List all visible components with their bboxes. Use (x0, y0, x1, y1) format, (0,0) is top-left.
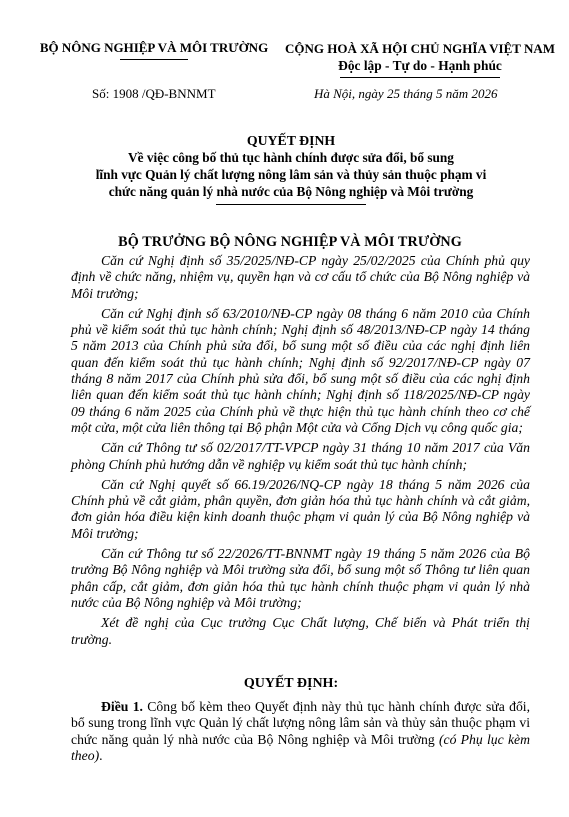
article-1-note: (có Phụ lục kèm theo) (71, 731, 530, 763)
title-line-2: lĩnh vực Quản lý chất lượng nông lâm sản và thủy sản thuộc phạm vi (95, 167, 487, 182)
article-1-label: Điều 1. (101, 699, 143, 714)
ministry-name: BỘ NÔNG NGHIỆP VÀ MÔI TRƯỜNG (39, 40, 269, 55)
decision-title (30, 132, 552, 205)
ministry-underline (120, 59, 188, 60)
title-line-1: Về việc công bố thủ tục hành chính được sửa đổi, bổ sung (128, 150, 454, 165)
preamble-clause: Xét đề nghị của Cục trưởng Cục Chất lượng, Chế biến và Phát triển thị trường. (71, 615, 530, 647)
preamble-clause: Căn cứ Thông tư số 22/2026/TT-BNNMT ngày 19 tháng 5 năm 2026 của Bộ trưởng Bộ Nông nghiệp và Môi trường sửa đổi, bổ sung một số Thông tư liên quan phân cấp, cắt giảm, đơn giản hóa thủ tục hành chính thuộc phạm vi quản lý nhà nước của Bộ Nông nghiệp và Môi trường; (71, 546, 530, 610)
ministry-header (38, 40, 270, 60)
issuing-authority: BỘ TRƯỞNG BỘ NÔNG NGHIỆP VÀ MÔI TRƯỜNG (118, 234, 462, 250)
title-line-3: chức năng quản lý nhà nước của Bộ Nông nghiệp và Môi trường (108, 184, 474, 199)
preamble-clause: Căn cứ Nghị quyết số 66.19/2026/NQ-CP ngày 18 tháng 5 năm 2026 của Chính phủ về cắt giảm, phân quyền, đơn giản hóa thủ tục hành chính và cắt giảm, đơn giản hóa điều kiện kinh doanh thuộc phạm vi quản lý của Bộ Nông nghiệp và Môi trường; (71, 476, 530, 541)
preamble-clause: Căn cứ Nghị định số 35/2025/NĐ-CP ngày 25/02/2025 của Chính phủ quy định về chức năng, nhiệm vụ, quyền hạn và cơ cấu tổ chức của Bộ Nông nghiệp và Môi trường; (71, 253, 530, 301)
country-name: CỘNG HOÀ XÃ HỘI CHỦ NGHĨA VIỆT NAM (284, 41, 556, 56)
preamble-clause: Căn cứ Nghị định số 63/2010/NĐ-CP ngày 08 tháng 6 năm 2010 của Chính phủ về kiểm soát thủ tục hành chính; Nghị định số 48/2013/NĐ-CP ngày 14 tháng 5 năm 2013 của Chính phủ sửa đổi, bổ sung một số điều của các nghị định liên quan đến kiểm soát thủ tục hành chính; Nghị định số 92/2017/NĐ-CP ngày 07 tháng 8 năm 2017 của Chính phủ sửa đổi, bổ sung một số điều của các nghị định liên quan đến kiểm soát thủ tục hành chính; Nghị định số 118/2025/NĐ-CP ngày 09 tháng 6 năm 2025 của Chính phủ về thực hiện thủ tục hành chính theo cơ chế một cửa, một cửa liên thông tại Bộ phận Một cửa và Cổng Dịch vụ công quốc gia; (71, 305, 530, 435)
motto-underline (340, 77, 500, 78)
article-1-end: . (99, 747, 103, 763)
document-date: Hà Nội, ngày 25 tháng 5 năm 2026 (314, 86, 498, 101)
decides-heading: QUYẾT ĐỊNH: (243, 676, 339, 691)
national-motto: Độc lập - Tự do - Hạnh phúc (338, 58, 502, 73)
title-main: QUYẾT ĐỊNH (246, 133, 336, 148)
title-underline (216, 204, 366, 205)
article-1 (71, 699, 530, 764)
preamble-clause: Căn cứ Thông tư số 02/2017/TT-VPCP ngày 31 tháng 10 năm 2017 của Văn phòng Chính phủ hướng dẫn về nghiệp vụ kiểm soát thủ tục hành chính; (71, 440, 530, 472)
national-header (282, 40, 558, 78)
article-1-text: Công bố kèm theo Quyết định này thủ tục hành chính được sửa đổi, bổ sung trong lĩnh vực Quản lý chất lượng nông lâm sản và thủy sản thuộc phạm vi chức năng quản lý nhà nước của Bộ Nông nghiệp và Môi trường (71, 699, 531, 747)
preamble (71, 253, 530, 652)
document-number: Số: 1908 /QĐ-BNNMT (92, 86, 216, 101)
